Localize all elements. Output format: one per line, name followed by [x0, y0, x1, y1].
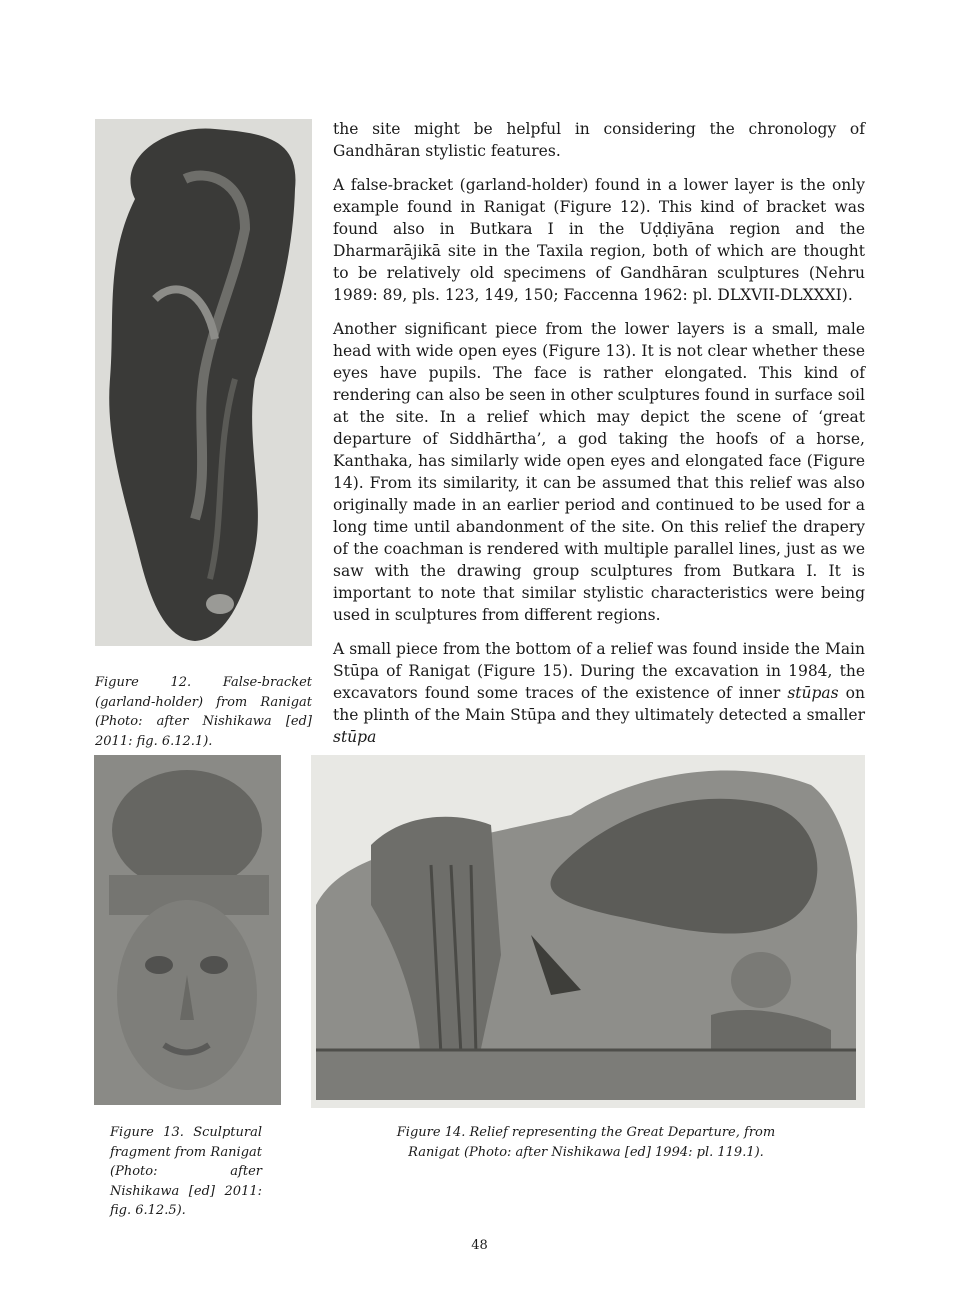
paragraph	[333, 174, 865, 306]
body-text	[333, 118, 865, 748]
text-run: on the plinth of the Main Stūpa and they ultimately detected a smaller	[333, 684, 865, 724]
text-run-italic: stūpa	[333, 728, 377, 746]
figure-14-caption: Figure 14. Relief representing the Great Departure, from Ranigat (Photo: after Nishikawa [ed] 1994: pl. 119.1).	[396, 1125, 776, 1160]
paragraph	[333, 118, 865, 162]
text-run: the site might be helpful in considering the chronology of Gandhāran stylistic features.	[333, 120, 865, 160]
text-run: Another significant piece from the lower layers is a small, male head with wide open eyes (Figure 13). It is not clear whether these eyes have pupils. The face is rather elongated. This kind of rendering can also be seen in other sculptures found in surface soil at the site. In a relief which may depict the scene of ‘great departure of Siddhārtha’, a god taking the hoofs of a horse, Kanthaka, has similarly wide open eyes and elongated face (Figure 14). From its similarity, it can be assumed that this relief was also originally made in an earlier period and continued to be used for a long time until abandonment of the site. On this relief the drapery of the coachman is rendered with multiple parallel lines, just as we saw with the drawing group sculptures from Butkara I. It is important to note that similar stylistic characteristics were being used in sculptures from different regions.	[333, 320, 865, 624]
text-run-italic: stūpas	[787, 684, 839, 702]
figure-13-caption: Figure 13. Sculptural fragment from Ranigat (Photo: after Nishikawa [ed] 2011: fig. 6.12.5).	[110, 1125, 262, 1218]
text-run: A small piece from the bottom of a relief was found inside the Main Stūpa of Ranigat (Figure 15). During the excavation in 1984, the excavators found some traces of the existence of inner	[333, 640, 865, 702]
text-run: A false-bracket (garland-holder) found in a lower layer is the only example found in Ranigat (Figure 12). This kind of bracket was found also in Butkara I in the Uḍḍiyāna region and the Dharmarājikā site in the Taxila region, both of which are thought to be relatively old specimens of Gandhāran sculptures (Nehru 1989: 89, pls. 123, 149, 150; Faccenna 1962: pl. DLXVII-DLXXXI).	[333, 176, 865, 304]
page-number: 48	[471, 1238, 488, 1253]
figure-12-caption: Figure 12. False-bracket (garland-holder) from Ranigat (Photo: after Nishikawa [ed] 2011: fig. 6.12.1).	[95, 675, 312, 749]
paragraph	[333, 318, 865, 626]
figure-14-photo	[311, 755, 865, 1108]
figure-13-photo	[94, 755, 281, 1105]
paragraph	[333, 638, 865, 748]
figure-12-photo	[95, 119, 312, 646]
